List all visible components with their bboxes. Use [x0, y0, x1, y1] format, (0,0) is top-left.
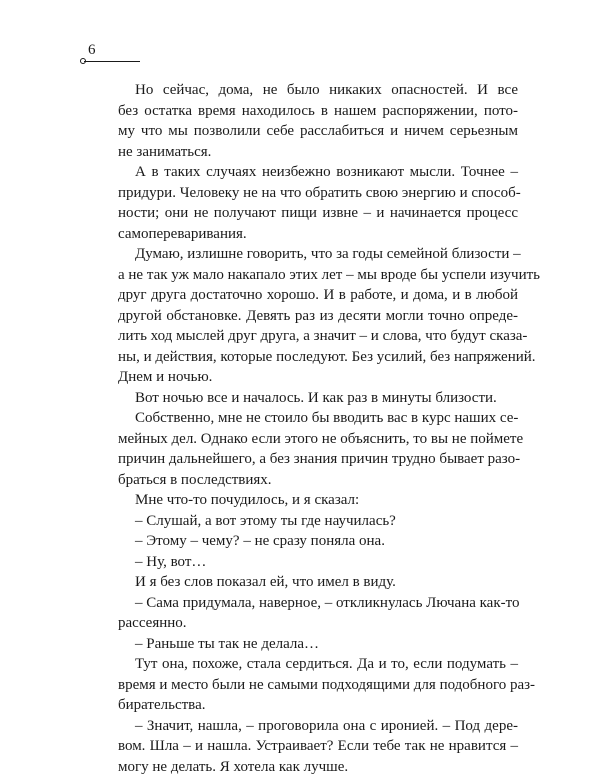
text-line: ны, и действия, которые последуют. Без усилий, без напряжений. — [118, 347, 518, 368]
text-line: Собственно, мне не стоило бы вводить вас в курс наших се- — [118, 408, 518, 429]
text-line: – Значит, нашла, – проговорила она с иронией. – Под дере- — [118, 716, 518, 737]
body-text — [118, 80, 518, 777]
text-line: Мне что-то почудилось, и я сказал: — [118, 490, 518, 511]
text-line: Тут она, похоже, стала сердиться. Да и то, если подумать – — [118, 654, 518, 675]
text-line: – Раньше ты так не делала… — [118, 634, 518, 655]
text-line: – Ну, вот… — [118, 552, 518, 573]
text-line: рассеянно. — [118, 613, 518, 634]
text-line: – Слушай, а вот этому ты где научилась? — [118, 511, 518, 532]
text-line: И я без слов показал ей, что имел в виду. — [118, 572, 518, 593]
text-line: бирательства. — [118, 695, 518, 716]
text-line: мейных дел. Однако если этого не объяснить, то вы не поймете — [118, 429, 518, 450]
text-line: придури. Человеку не на что обратить свою энергию и способ- — [118, 183, 518, 204]
text-line: а не так уж мало накапало этих лет – мы вроде бы успели изучить — [118, 265, 518, 286]
text-line: причин дальнейшего, а без знания причин трудно бывает разо- — [118, 449, 518, 470]
text-line: браться в последствиях. — [118, 470, 518, 491]
text-line: Но сейчас, дома, не было никаких опасностей. И все — [118, 80, 518, 101]
text-line: А в таких случаях неизбежно возникают мысли. Точнее – — [118, 162, 518, 183]
text-line: Думаю, излишне говорить, что за годы семейной близости – — [118, 244, 518, 265]
text-line: время и место были не самыми подходящими для подобного раз- — [118, 675, 518, 696]
folio-ornament-rule — [84, 61, 140, 62]
text-line: – Этому – чему? – не сразу поняла она. — [118, 531, 518, 552]
text-line: вом. Шла – и нашла. Устраивает? Если тебе так не нравится – — [118, 736, 518, 757]
text-line: не заниматься. — [118, 142, 518, 163]
text-line: му что мы позволили себе расслабиться и ничем серьезным — [118, 121, 518, 142]
text-line: лить ход мыслей друг друга, а значит – и слова, что будут сказа- — [118, 326, 518, 347]
text-line: ности; они не получают пищи извне – и начинается процесс — [118, 203, 518, 224]
text-line: Вот ночью все и началось. И как раз в минуты близости. — [118, 388, 518, 409]
text-line: друг друга достаточно хорошо. И в работе, и дома, и в любой — [118, 285, 518, 306]
text-line: самопереваривания. — [118, 224, 518, 245]
text-line: – Сама придумала, наверное, – откликнулась Лючана как-то — [118, 593, 518, 614]
text-line: могу не делать. Я хотела как лучше. — [118, 757, 518, 777]
text-line: Днем и ночью. — [118, 367, 518, 388]
text-line: без остатка время находилось в нашем распоряжении, пото- — [118, 101, 518, 122]
page-number: 6 — [88, 42, 118, 58]
text-line: другой обстановке. Девять раз из десяти могли точно опреде- — [118, 306, 518, 327]
